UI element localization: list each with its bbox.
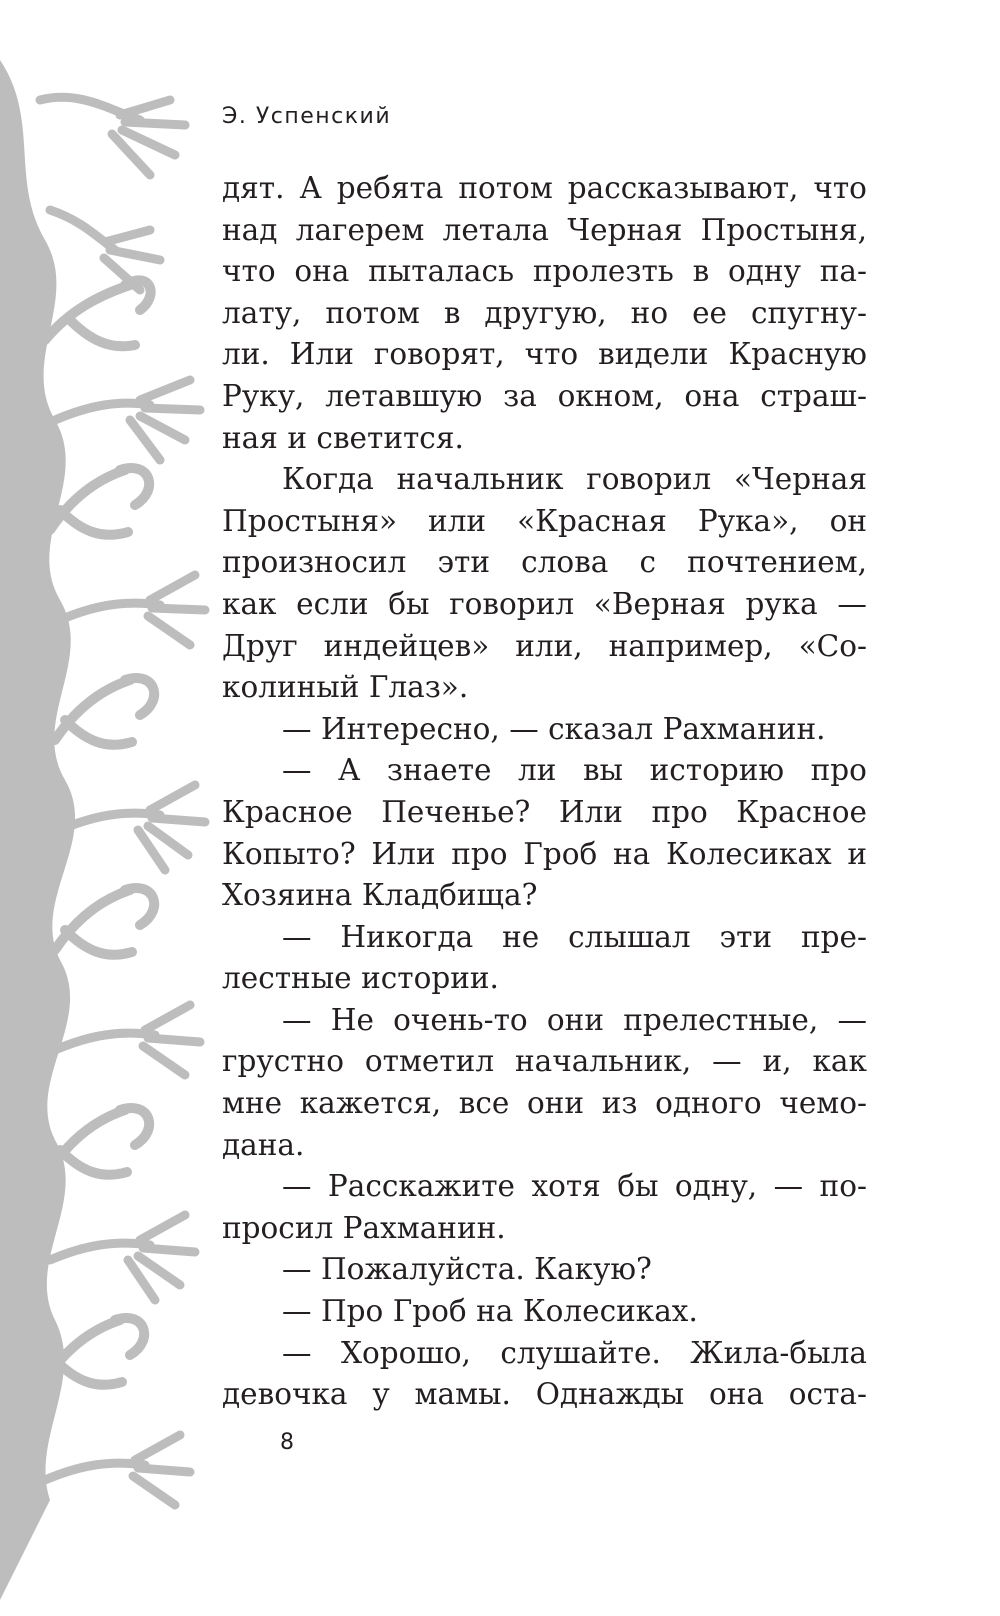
text-line: Копыто? Или про Гроб на Колесиках и [222, 836, 867, 871]
running-head: Э. Успенский [222, 104, 392, 129]
text-line: что она пыталась пролезть в одну па- [222, 254, 867, 289]
text-line: мне кажется, все они из одного чемо- [222, 1086, 867, 1121]
text-line: Простыня» или «Красная Рука», он [222, 503, 867, 538]
text-line: лату, потом в другую, но ее спугну- [222, 295, 867, 330]
text-line: колиный Глаз». [222, 670, 469, 705]
text-line: как если бы говорил «Верная рука — [222, 586, 867, 621]
text-line: Друг индейцев» или, например, «Со- [222, 628, 867, 663]
text-line: произносил эти слова с почтением, [222, 545, 867, 580]
ghostly-hands-border-icon [0, 60, 215, 1600]
body-text [222, 168, 867, 1416]
text-line: лестные истории. [222, 961, 499, 996]
text-line: — Никогда не слышал эти пре- [282, 919, 867, 954]
text-line: — Про Гроб на Колесиках. [282, 1294, 698, 1329]
text-line: над лагерем летала Черная Простыня, [222, 212, 867, 247]
text-line: ли. Или говорят, что видели Красную [222, 337, 867, 372]
text-line: дят. А ребята потом рассказывают, что [222, 171, 867, 205]
text-line: Когда начальник говорил «Черная [282, 462, 867, 497]
text-line: Хозяина Кладбища? [222, 878, 538, 913]
text-line: — А знаете ли вы историю про [282, 753, 867, 788]
text-line: дана. [222, 1127, 305, 1162]
text-line: — Хорошо, слушайте. Жила-была [282, 1335, 867, 1370]
text-line: грустно отметил начальник, — и, как [222, 1044, 867, 1079]
text-line: — Интересно, — сказал Рахманин. [282, 711, 826, 746]
text-line: — Не очень-то они прелестные, — [282, 1002, 867, 1037]
text-line: Красное Печенье? Или про Красное [222, 794, 867, 829]
text-line: — Расскажите хотя бы одну, — по- [282, 1169, 867, 1204]
text-line: ная и светится. [222, 420, 464, 455]
page-number: 8 [280, 1430, 294, 1455]
text-line: Руку, летавшую за окном, она страш- [222, 378, 867, 413]
text-line: — Пожалуйста. Какую? [282, 1252, 652, 1287]
text-line: просил Рахманин. [222, 1210, 506, 1245]
text-line: девочка у мамы. Однажды она оста- [222, 1377, 867, 1412]
